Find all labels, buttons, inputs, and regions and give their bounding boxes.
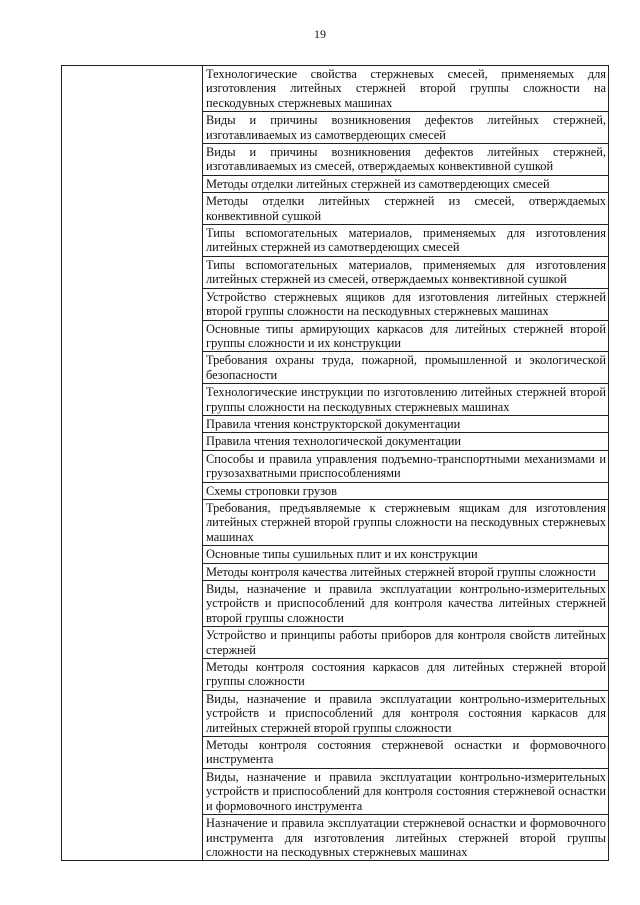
knowledge-items-list bbox=[203, 66, 608, 860]
list-item: Виды, назначение и правила эксплуатации контрольно-измерительных устройств и приспособлений для контроля состояния каркасов для литейных стержней второй группы сложности bbox=[203, 691, 608, 737]
list-item: Устройство и принципы работы приборов для контроля свойств литейных стержней bbox=[203, 627, 608, 659]
list-item: Методы контроля состояния каркасов для литейных стержней второй группы сложности bbox=[203, 659, 608, 691]
list-item: Устройство стержневых ящиков для изготовления литейных стержней второй группы сложности на пескодувных стержневых машинах bbox=[203, 289, 608, 321]
list-item: Требования охраны труда, пожарной, промышленной и экологической безопасности bbox=[203, 352, 608, 384]
list-item: Методы контроля качества литейных стержней второй группы сложности bbox=[203, 564, 608, 581]
list-item: Основные типы армирующих каркасов для литейных стержней второй группы сложности и их конструкции bbox=[203, 321, 608, 353]
list-item: Типы вспомогательных материалов, применяемых для изготовления литейных стержней из самотвердеющих смесей bbox=[203, 225, 608, 257]
list-item: Технологические свойства стержневых смесей, применяемых для изготовления литейных стержней второй группы сложности на пескодувных стержневых машинах bbox=[203, 66, 608, 112]
list-item: Способы и правила управления подъемно-транспортными механизмами и грузозахватными приспособлениями bbox=[203, 451, 608, 483]
list-item: Методы отделки литейных стержней из самотвердеющих смесей bbox=[203, 176, 608, 193]
list-item: Типы вспомогательных материалов, применяемых для изготовления литейных стержней из смесей, отверждаемых конвективной сушкой bbox=[203, 257, 608, 289]
list-item: Виды и причины возникновения дефектов литейных стержней, изготавливаемых из смесей, отверждаемых конвективной сушкой bbox=[203, 144, 608, 176]
list-item: Основные типы сушильных плит и их конструкции bbox=[203, 546, 608, 563]
list-item: Назначение и правила эксплуатации стержневой оснастки и формовочного инструмента для изготовления литейных стержней второй группы сложности на пескодувных стержневых машинах bbox=[206, 816, 606, 859]
list-item: Схемы строповки грузов bbox=[203, 483, 608, 500]
table-row bbox=[62, 66, 609, 861]
requirements-table bbox=[61, 65, 609, 861]
list-item: Методы контроля состояния стержневой оснастки и формовочного инструмента bbox=[203, 737, 608, 769]
list-item: Правила чтения конструкторской документации bbox=[203, 416, 608, 433]
list-item: Виды и причины возникновения дефектов литейных стержней, изготавливаемых из самотвердеющих смесей bbox=[203, 112, 608, 144]
left-column-cell bbox=[62, 66, 203, 861]
list-item: Требования, предъявляемые к стержневым ящикам для изготовления литейных стержней второй группы сложности на пескодувных стержневых машинах bbox=[203, 500, 608, 546]
list-item: Технологические инструкции по изготовлению литейных стержней второй группы сложности на пескодувных стержневых машинах bbox=[203, 384, 608, 416]
list-item: Методы отделки литейных стержней из смесей, отверждаемых конвективной сушкой bbox=[203, 193, 608, 225]
list-item: Правила чтения технологической документации bbox=[203, 433, 608, 450]
list-item: Виды, назначение и правила эксплуатации контрольно-измерительных устройств и приспособлений для контроля качества литейных стержней второй группы сложности bbox=[203, 581, 608, 627]
right-column-cell bbox=[203, 66, 609, 861]
page-number: 19 bbox=[314, 27, 326, 41]
list-item: Виды, назначение и правила эксплуатации контрольно-измерительных устройств и приспособлений для контроля состояния стержневой оснастки и формовочного инструмента bbox=[203, 769, 608, 815]
